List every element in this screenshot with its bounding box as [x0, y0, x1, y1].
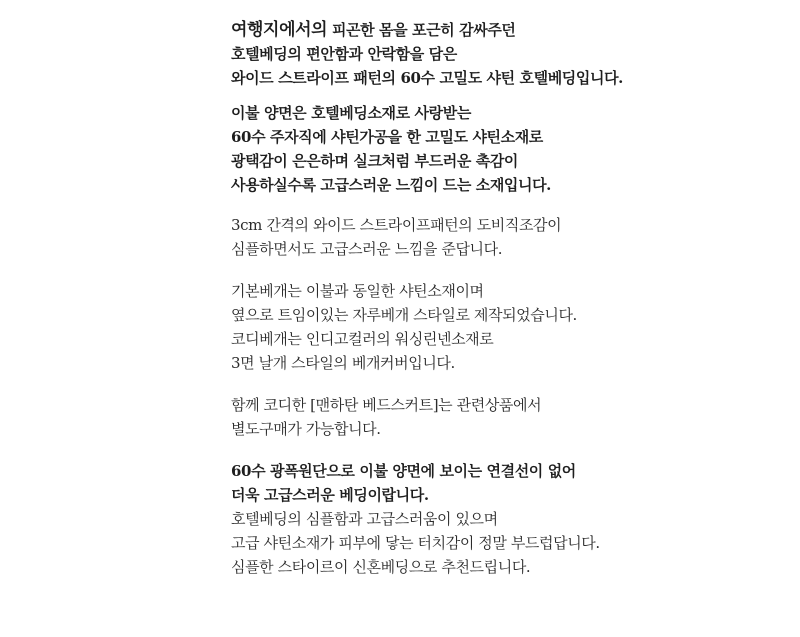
text-line: 3cm 간격의 와이드 스트라이프패턴의 도비직조감이 — [231, 216, 562, 234]
paragraph-bedskirt — [231, 393, 791, 441]
text-line: 와이드 스트라이프 패턴의 60수 고밀도 샤틴 호텔베딩입니다. — [231, 69, 623, 87]
text-line: 별도구매가 가능합니다. — [231, 420, 381, 438]
text-line: 심플하면서도 고급스러운 느낌을 준답니다. — [231, 240, 503, 258]
lead-phrase-rest: 피곤한 몸을 포근히 감싸주던 — [327, 21, 516, 39]
lead-phrase: 여행지에서의 — [231, 20, 328, 40]
text-line: 심플한 스타이르이 신혼베딩으로 추천드립니다. — [231, 558, 531, 576]
text-line: 60수 광폭원단으로 이불 양면에 보이는 연결선이 없어 — [231, 462, 576, 480]
text-line: 3면 날개 스타일의 베개커버입니다. — [231, 354, 455, 372]
text-line: 광택감이 은은하며 실크처럼 부드러운 촉감이 — [231, 152, 519, 170]
text-line: 기본베개는 이불과 동일한 샤틴소재이며 — [231, 282, 484, 300]
paragraph-pattern — [231, 213, 791, 261]
paragraph-intro — [231, 18, 791, 90]
text-line: 사용하실수록 고급스러운 느낌이 드는 소재입니다. — [231, 176, 552, 194]
text-line: 더욱 고급스러운 베딩이랍니다. — [231, 486, 429, 504]
text-line: 옆으로 트임이있는 자루베개 스타일로 제작되었습니다. — [231, 306, 577, 324]
text-line: 호텔베딩의 심플함과 고급스러움이 있으며 — [231, 510, 498, 528]
text-line: 이불 양면은 호텔베딩소재로 사랑받는 — [231, 104, 471, 122]
paragraph-fabric — [231, 101, 791, 197]
text-line: 코디베개는 인디고컬러의 워싱린넨소재로 — [231, 330, 494, 348]
text-line: 60수 주자직에 샤틴가공을 한 고밀도 샤틴소재로 — [231, 128, 543, 146]
paragraph-pillows — [231, 279, 791, 375]
text-line: 함께 코디한 [맨하탄 베드스커트]는 관련상품에서 — [231, 396, 542, 414]
product-description — [231, 18, 791, 579]
text-line: 호텔베딩의 편안함과 안락함을 담은 — [231, 45, 457, 63]
text-line: 고급 샤틴소재가 피부에 닿는 터치감이 정말 부드럽답니다. — [231, 534, 600, 552]
text-line — [231, 18, 791, 42]
paragraph-summary — [231, 459, 791, 579]
